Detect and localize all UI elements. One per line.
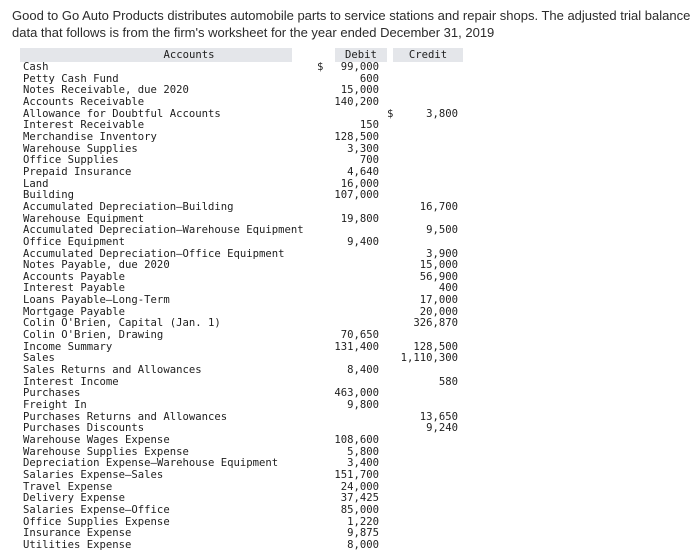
credit-dollar-sign: $ bbox=[387, 107, 394, 120]
credit-cell: 400 bbox=[438, 282, 458, 295]
account-cell: Salaries Expense–Sales bbox=[23, 468, 164, 481]
debit-cell: 1,220 bbox=[347, 515, 379, 528]
account-cell: Accumulated Depreciation–Office Equipment bbox=[23, 247, 285, 260]
account-cell: Travel Expense bbox=[23, 480, 113, 493]
account-cell: Land bbox=[23, 177, 49, 190]
debit-cell: 107,000 bbox=[334, 189, 379, 202]
account-cell: Purchases Discounts bbox=[23, 422, 145, 435]
debit-cell: 85,000 bbox=[340, 503, 379, 516]
debit-cell: 151,700 bbox=[334, 468, 379, 481]
problem-intro-text: Good to Go Auto Products distributes automobile parts to service stations and repair shops. The adjusted trial balance data that follows is from the firm's worksheet for the year ended December 31, 2019 bbox=[12, 8, 691, 40]
account-cell: Warehouse Equipment bbox=[23, 212, 145, 225]
credit-cell: 326,870 bbox=[413, 317, 458, 330]
account-cell: Warehouse Supplies Expense bbox=[23, 445, 189, 458]
account-cell: Utilities Expense bbox=[23, 538, 132, 551]
account-cell: Interest Receivable bbox=[23, 119, 145, 132]
account-cell: Accounts Payable bbox=[23, 270, 126, 283]
credit-cell: 3,800 bbox=[426, 107, 458, 120]
debit-cell: 5,800 bbox=[347, 445, 379, 458]
credit-cell: 17,000 bbox=[419, 294, 458, 307]
debit-cell: 131,400 bbox=[334, 340, 379, 353]
credit-cell: 1,110,300 bbox=[400, 352, 458, 365]
account-cell: Notes Receivable, due 2020 bbox=[23, 84, 189, 97]
debit-cell: 600 bbox=[359, 72, 379, 85]
debit-cell: 3,400 bbox=[347, 457, 379, 470]
credit-cell: 16,700 bbox=[419, 200, 458, 213]
debit-cell: 463,000 bbox=[334, 387, 379, 400]
debit-cell: 37,425 bbox=[340, 492, 379, 505]
account-cell: Colin O'Brien, Drawing bbox=[23, 329, 164, 342]
debit-cell: 9,400 bbox=[347, 235, 379, 248]
account-cell: Depreciation Expense–Warehouse Equipment bbox=[23, 457, 279, 470]
account-cell: Accumulated Depreciation–Building bbox=[23, 200, 234, 213]
account-cell: Purchases bbox=[23, 387, 81, 400]
account-cell: Prepaid Insurance bbox=[23, 165, 132, 178]
debit-cell: 150 bbox=[359, 119, 379, 132]
credit-cell: 13,650 bbox=[419, 410, 458, 423]
account-cell: Accumulated Depreciation–Warehouse Equipment bbox=[23, 224, 304, 237]
account-cell: Warehouse Wages Expense bbox=[23, 434, 170, 446]
account-cell: Office Supplies bbox=[23, 154, 119, 167]
credit-header: Credit bbox=[393, 48, 463, 62]
debit-cell: 128,500 bbox=[334, 130, 379, 143]
debit-cell: 3,300 bbox=[347, 142, 379, 155]
account-cell: Sales Returns and Allowances bbox=[23, 364, 202, 377]
account-cell: Income Summary bbox=[23, 340, 113, 353]
debit-cell: 70,650 bbox=[340, 329, 379, 342]
debit-cell: 99,000 bbox=[340, 61, 379, 73]
account-cell: Interest Payable bbox=[23, 282, 126, 295]
account-cell: Building bbox=[23, 189, 75, 202]
account-cell: Interest Income bbox=[23, 375, 119, 388]
accounts-header: Accounts bbox=[20, 48, 292, 62]
debit-cell: 8,400 bbox=[347, 364, 379, 377]
account-cell: Insurance Expense bbox=[23, 527, 132, 540]
account-cell: Delivery Expense bbox=[23, 492, 126, 505]
account-cell: Mortgage Payable bbox=[23, 305, 126, 318]
account-cell: Freight In bbox=[23, 399, 87, 412]
debit-cell: 108,600 bbox=[334, 434, 379, 446]
account-cell: Allowance for Doubtful Accounts bbox=[23, 107, 221, 120]
credit-cell: 580 bbox=[438, 375, 458, 388]
debit-cell: 9,875 bbox=[347, 527, 379, 540]
account-cell: Office Equipment bbox=[23, 235, 126, 248]
account-cell: Cash bbox=[23, 61, 49, 73]
account-cell: Loans Payable–Long-Term bbox=[23, 294, 170, 307]
debit-cell: 4,640 bbox=[347, 165, 379, 178]
debit-cell: 700 bbox=[359, 154, 379, 167]
account-cell: Merchandise Inventory bbox=[23, 130, 157, 143]
credit-cell: 20,000 bbox=[419, 305, 458, 318]
debit-cell: 8,000 bbox=[347, 538, 379, 551]
debit-cell: 24,000 bbox=[340, 480, 379, 493]
account-cell: Office Supplies Expense bbox=[23, 515, 170, 528]
debit-cell: 9,800 bbox=[347, 399, 379, 412]
credit-cell: 56,900 bbox=[419, 270, 458, 283]
account-cell: Purchases Returns and Allowances bbox=[23, 410, 228, 423]
credit-cell: 9,500 bbox=[426, 224, 458, 237]
debit-cell: 15,000 bbox=[340, 84, 379, 97]
account-cell: Petty Cash Fund bbox=[23, 72, 119, 85]
credit-cell: 9,240 bbox=[426, 422, 458, 435]
account-cell: Sales bbox=[23, 352, 55, 365]
account-cell: Warehouse Supplies bbox=[23, 142, 138, 155]
account-cell: Accounts Receivable bbox=[23, 95, 145, 108]
debit-header: Debit bbox=[335, 48, 387, 62]
debit-cell: 140,200 bbox=[334, 95, 379, 108]
account-cell: Salaries Expense–Office bbox=[23, 503, 170, 516]
credit-cell: 3,900 bbox=[426, 247, 458, 260]
debit-cell: 19,800 bbox=[340, 212, 379, 225]
account-cell: Notes Payable, due 2020 bbox=[23, 259, 170, 272]
debit-cell: 16,000 bbox=[340, 177, 379, 190]
credit-cell: 128,500 bbox=[413, 340, 458, 353]
credit-cell: 15,000 bbox=[419, 259, 458, 272]
debit-dollar-sign: $ bbox=[317, 61, 324, 73]
account-cell: Colin O'Brien, Capital (Jan. 1) bbox=[23, 317, 221, 330]
